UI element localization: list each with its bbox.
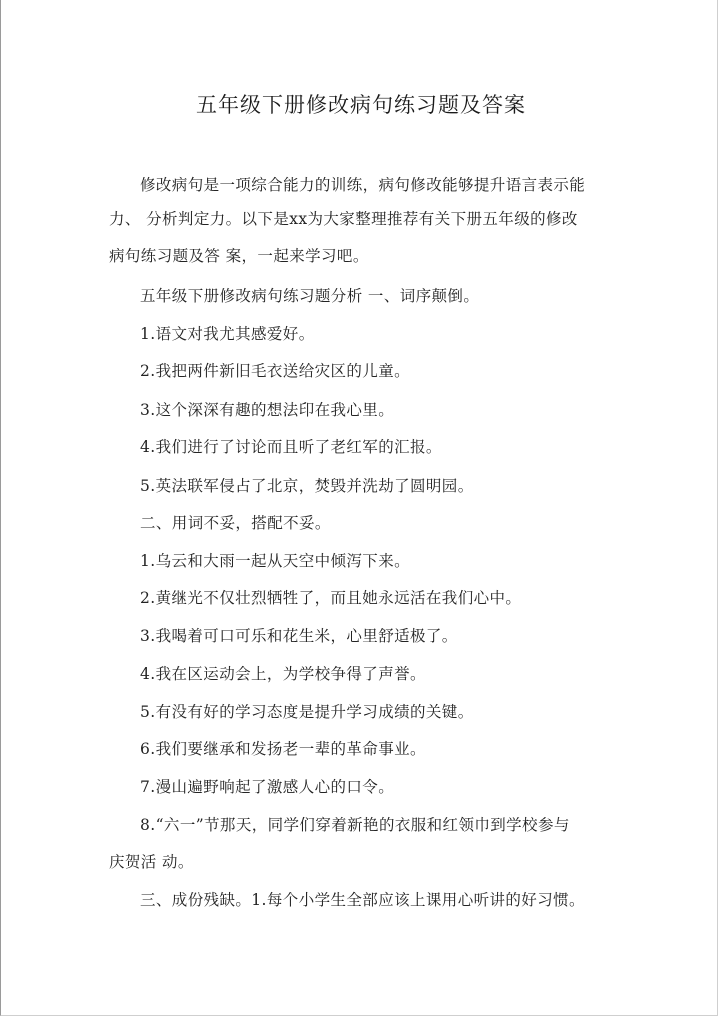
list-item: 1.语文对我尤其感爱好。 (140, 325, 315, 343)
section-heading: 五年级下册修改病句练习题分析 一、词序颠倒。 (140, 287, 480, 305)
part3-line: 三、成份残缺。1.每个小学生全部应该上课用心听讲的好习惯。 (140, 891, 585, 909)
list-item: 3.我喝着可口可乐和花生米，心里舒适极了。 (140, 627, 458, 645)
list-item: 1.乌云和大雨一起从天空中倾泻下来。 (140, 552, 410, 570)
list-item: 7.漫山遍野响起了激感人心的口令。 (140, 778, 395, 796)
part2-heading: 二、用词不妥，搭配不妥。 (140, 514, 331, 532)
list-item: 2.黄继光不仅壮烈牺牲了，而且她永远活在我们心中。 (140, 589, 522, 607)
list-item: 5.英法联军侵占了北京，焚毁并洗劫了圆明园。 (140, 477, 474, 495)
list-item: 4.我们进行了讨论而且听了老红军的汇报。 (140, 438, 442, 456)
list-item: 6.我们要继承和发扬老一辈的革命事业。 (140, 740, 426, 758)
intro-line: 力、 分析判定力。以下是xx为大家整理推荐有关下册五年级的修改 (109, 210, 578, 228)
list-item: 2.我把两件新旧毛衣送给灾区的儿童。 (140, 362, 410, 380)
list-item: 4.我在区运动会上，为学校争得了声誉。 (140, 665, 426, 683)
list-item: 5.有没有好的学习态度是提升学习成绩的关键。 (140, 703, 474, 721)
list-item-continuation: 庆贺活 动。 (109, 853, 194, 871)
document-title: 五年级下册修改病句练习题及答案 (196, 93, 526, 117)
intro-line: 修改病句是一项综合能力的训练，病句修改能够提升语言表示能 (140, 176, 586, 194)
intro-line: 病句练习题及答 案，一起来学习吧。 (109, 247, 369, 265)
list-item: 3.这个深深有趣的想法印在我心里。 (140, 401, 395, 419)
list-item: 8.“六一”节那天，同学们穿着新艳的衣服和红领巾到学校参与 (140, 816, 570, 834)
